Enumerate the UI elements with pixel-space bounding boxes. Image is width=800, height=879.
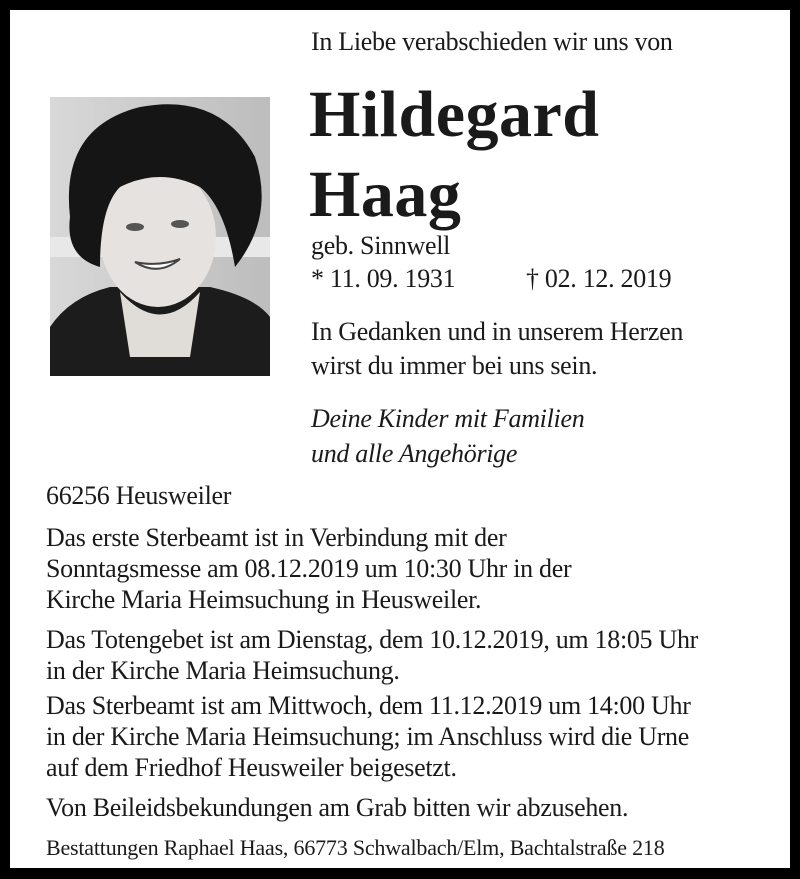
death-date: † 02. 12. 2019 bbox=[526, 264, 672, 293]
quote-line: In Gedanken und in unserem Herzen bbox=[311, 317, 684, 346]
paragraph-line: Kirche Maria Heimsuchung in Heusweiler. bbox=[46, 585, 482, 614]
paragraph-line: in der Kirche Maria Heimsuchung. bbox=[46, 656, 400, 685]
paragraph-line: Das erste Sterbeamt ist in Verbindung mit der bbox=[46, 523, 507, 552]
paragraph-line: in der Kirche Maria Heimsuchung; im Anschluss wird die Urne bbox=[46, 722, 689, 751]
funeral-home-footer: Bestattungen Raphael Haas, 66773 Schwalbach/Elm, Bachtalstraße 218 bbox=[46, 835, 665, 860]
paragraph-line: Das Totengebet ist am Dienstag, dem 10.12.2019, um 18:05 Uhr bbox=[46, 625, 698, 654]
paragraph-line: Das Sterbeamt ist am Mittwoch, dem 11.12.2019 um 14:00 Uhr bbox=[46, 691, 691, 720]
paragraph-line: Von Beileidsbekundungen am Grab bitten wir abzusehen. bbox=[46, 793, 629, 822]
mourners-line: und alle Angehörige bbox=[311, 439, 518, 468]
mourners-line: Deine Kinder mit Familien bbox=[311, 404, 585, 433]
last-name: Haag bbox=[309, 158, 462, 231]
intro-line: In Liebe verabschieden wir uns von bbox=[311, 27, 673, 56]
location: 66256 Heusweiler bbox=[46, 481, 232, 510]
first-name: Hildegard bbox=[309, 78, 600, 151]
obituary-card bbox=[10, 10, 790, 868]
quote-line: wirst du immer bei uns sein. bbox=[311, 351, 598, 380]
birth-date: * 11. 09. 1931 bbox=[311, 264, 456, 293]
maiden-name: geb. Sinnwell bbox=[311, 231, 451, 260]
paragraph-line: auf dem Friedhof Heusweiler beigesetzt. bbox=[46, 753, 457, 782]
portrait-photo bbox=[50, 97, 270, 376]
paragraph-line: Sonntagsmesse am 08.12.2019 um 10:30 Uhr in der bbox=[46, 554, 572, 583]
